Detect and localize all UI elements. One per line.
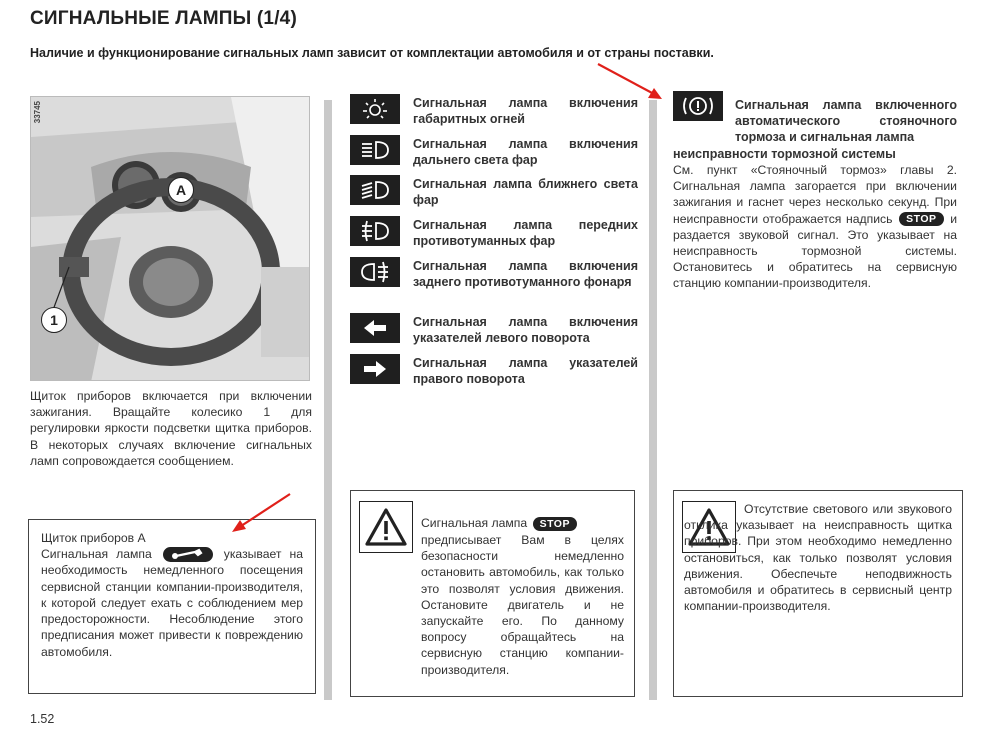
low-beam-icon	[350, 175, 400, 205]
lamp-item-low-beam	[350, 175, 640, 209]
parking-brake-heading: Сигнальная лампа включенного автоматического стояночного тормоза и сигнальная лампа	[735, 98, 957, 145]
callout-a: A	[168, 177, 194, 203]
front-fog-icon	[350, 216, 400, 246]
left-turn-icon	[350, 313, 400, 343]
stop-badge: STOP	[899, 212, 943, 226]
instrument-panel-box	[28, 519, 316, 694]
stop-warning-lead: Сигнальная лампа STOP	[421, 515, 624, 531]
stop-warning-text: предписывает Вам в целях безопасности немедленно остановить автомобиль, как только это позволят условия движения. Остановите двигатель и не запускайте его. По данному вопросу обращайтесь на сервисную станцию компании-производителя.	[421, 533, 624, 677]
lamp-item-right-turn	[350, 354, 640, 388]
warning-triangle-icon	[359, 501, 413, 553]
box-header: Щиток приборов A	[41, 531, 146, 545]
page-title: СИГНАЛЬНЫЕ ЛАМПЫ (1/4)	[30, 8, 297, 29]
red-arrow-icon	[228, 490, 294, 536]
wrench-icon	[163, 547, 213, 562]
panel-warning-box	[673, 490, 963, 697]
sidelights-icon	[350, 94, 400, 124]
lamp-label: Сигнальная лампа включения заднего противотуманного фонаря	[413, 259, 638, 290]
parking-brake-body: См. пункт «Стояночный тормоз» главы 2. Сигнальная лампа загорается при включении зажигания и гаснет через несколько секунд. При неисправности отображается надпись STOP и раздается звуковой сигнал. Это указывает на неисправность тормозной системы. Остановитесь и обратитесь на сервисную станцию компании-производителя.	[673, 163, 957, 291]
stop-warning-box	[350, 490, 635, 697]
lamp-item-rear-fog	[350, 257, 640, 307]
column-divider	[324, 100, 332, 700]
lamp-item-high-beam	[350, 135, 640, 169]
dashboard-photo	[30, 96, 310, 381]
lamp-label: Сигнальная лампа включения габаритных огней	[413, 96, 638, 127]
lamp-label: Сигнальная лампа передних противотуманных фар	[413, 218, 638, 249]
lamp-label: Сигнальная лампа включения дальнего света фар	[413, 137, 638, 168]
rear-fog-icon	[350, 257, 400, 287]
callout-1: 1	[41, 307, 67, 333]
right-turn-icon	[350, 354, 400, 384]
panel-warning-text: Отсутствие светового или звукового отклика указывает на неисправность щитка приборов. При этом необходимо немедленно остановиться, как только позволят условия движения. Обеспечьте неподвижность автомобиля и обратитесь в сервисный центр компании-производителя.	[684, 502, 952, 614]
lamp-label: Сигнальная лампа включения указателей левого поворота	[413, 315, 638, 346]
box-text: Сигнальная лампа указывает на необходимость немедленного посещения сервисной станции компании-производителя, к которой следует ехать с соблюдением мер предосторожности. Несоблюдение этого предписания может привести к повреждению автомобиля.	[41, 547, 303, 659]
lamp-label: Сигнальная лампа указателей правого поворота	[413, 356, 638, 387]
lamp-item-front-fog	[350, 216, 640, 250]
lamp-label: Сигнальная лампа ближнего света фар	[413, 177, 638, 208]
parking-brake-icon	[673, 91, 723, 121]
page-intro: Наличие и функционирование сигнальных ламп зависит от комплектации автомобиля и от страны поставки.	[30, 46, 714, 60]
red-arrow-icon	[594, 60, 666, 102]
high-beam-icon	[350, 135, 400, 165]
parking-brake-heading-rest: неисправности тормозной системы	[673, 147, 896, 161]
column-divider	[649, 100, 657, 700]
page-number: 1.52	[30, 712, 55, 726]
stop-badge: STOP	[533, 517, 577, 531]
lamp-item-left-turn	[350, 313, 640, 347]
photo-code: 33745	[33, 101, 42, 124]
instrument-panel-paragraph: Щиток приборов включается при включении зажигания. Вращайте колесико 1 для регулировки яркости подсветки щитка приборов. В некоторых случаях включение сигнальных ламп сопровождается сообщением.	[30, 389, 312, 468]
